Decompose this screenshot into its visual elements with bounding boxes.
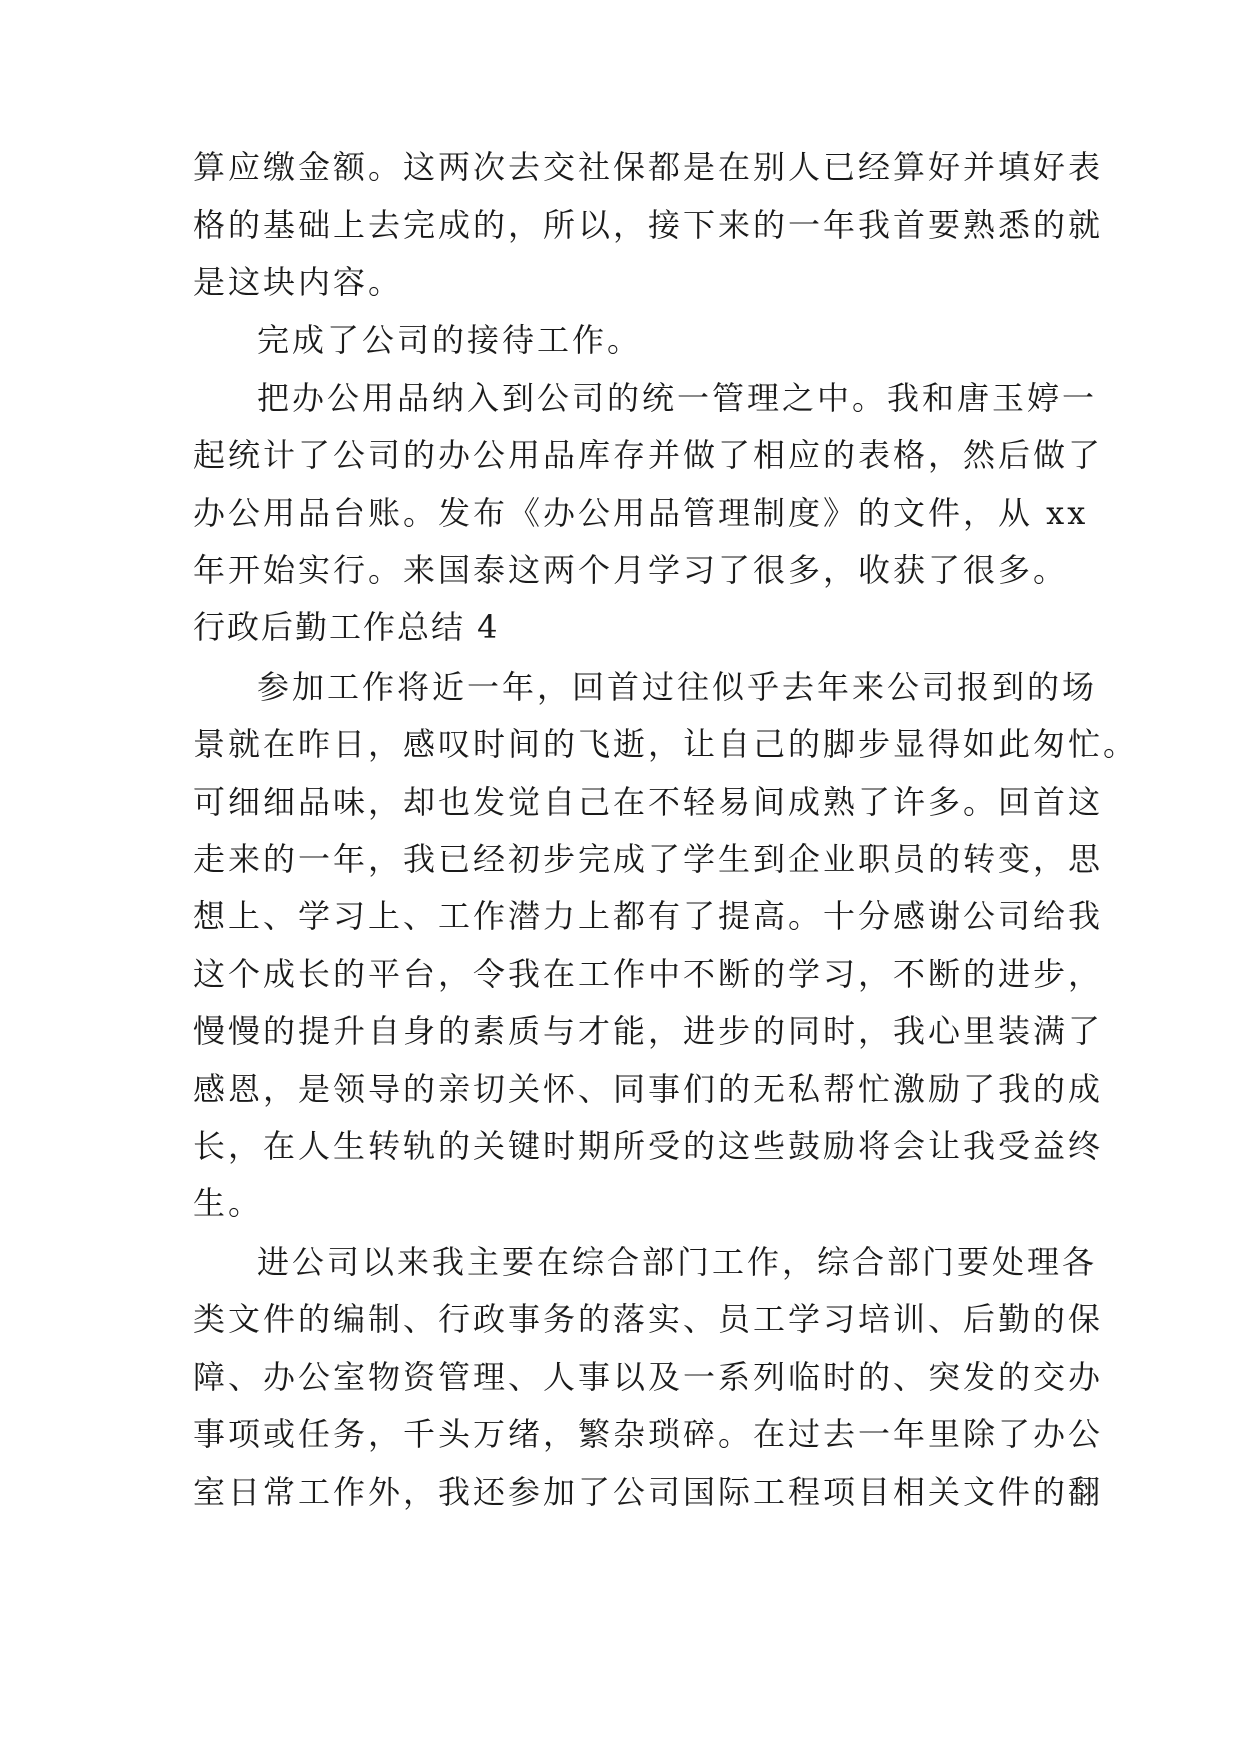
text-line: 是这块内容。 xyxy=(193,263,404,301)
text-line: 慢慢的提升自身的素质与才能，进步的同时，我心里装满了 xyxy=(193,1012,1104,1050)
text-line: 可细细品味，却也发觉自己在不轻易间成熟了许多。回首这 xyxy=(193,783,1104,821)
text-line: 感恩，是领导的亲切关怀、同事们的无私帮忙激励了我的成 xyxy=(193,1070,1104,1108)
paragraph-first-line: 把办公用品纳入到公司的统一管理之中。我和唐玉婷一 xyxy=(257,379,1098,417)
paragraph-first-line: 完成了公司的接待工作。 xyxy=(257,321,643,359)
text-line: 格的基础上去完成的，所以，接下来的一年我首要熟悉的就 xyxy=(193,206,1104,244)
text-line: 走来的一年，我已经初步完成了学生到企业职员的转变，思 xyxy=(193,840,1104,878)
section-heading: 行政后勤工作总结 4 xyxy=(193,608,500,646)
text-line: 室日常工作外，我还参加了公司国际工程项目相关文件的翻 xyxy=(193,1473,1104,1511)
text-line: 起统计了公司的办公用品库存并做了相应的表格，然后做了 xyxy=(193,436,1104,474)
paragraph-first-line: 进公司以来我主要在综合部门工作，综合部门要处理各 xyxy=(257,1243,1098,1281)
text-line: 长，在人生转轨的关键时期所受的这些鼓励将会让我受益终 xyxy=(193,1127,1104,1165)
text-line: 类文件的编制、行政事务的落实、员工学习培训、后勤的保 xyxy=(193,1300,1104,1338)
text-line: 年开始实行。来国泰这两个月学习了很多，收获了很多。 xyxy=(193,551,1069,589)
text-line: 景就在昨日，感叹时间的飞逝，让自己的脚步显得如此匆忙。 xyxy=(193,725,1139,763)
text-line: 障、办公室物资管理、人事以及一系列临时的、突发的交办 xyxy=(193,1358,1104,1396)
text-line: 生。 xyxy=(193,1184,264,1222)
text-line: 事项或任务，千头万绪，繁杂琐碎。在过去一年里除了办公 xyxy=(193,1415,1104,1453)
text-line: 这个成长的平台，令我在工作中不断的学习，不断的进步， xyxy=(193,955,1104,993)
text-line: 办公用品台账。发布《办公用品管理制度》的文件，从 xx xyxy=(193,494,1089,532)
paragraph-first-line: 参加工作将近一年，回首过往似乎去年来公司报到的场 xyxy=(257,668,1098,706)
text-line: 想上、学习上、工作潜力上都有了提高。十分感谢公司给我 xyxy=(193,897,1104,935)
text-line: 算应缴金额。这两次去交社保都是在别人已经算好并填好表 xyxy=(193,148,1104,186)
